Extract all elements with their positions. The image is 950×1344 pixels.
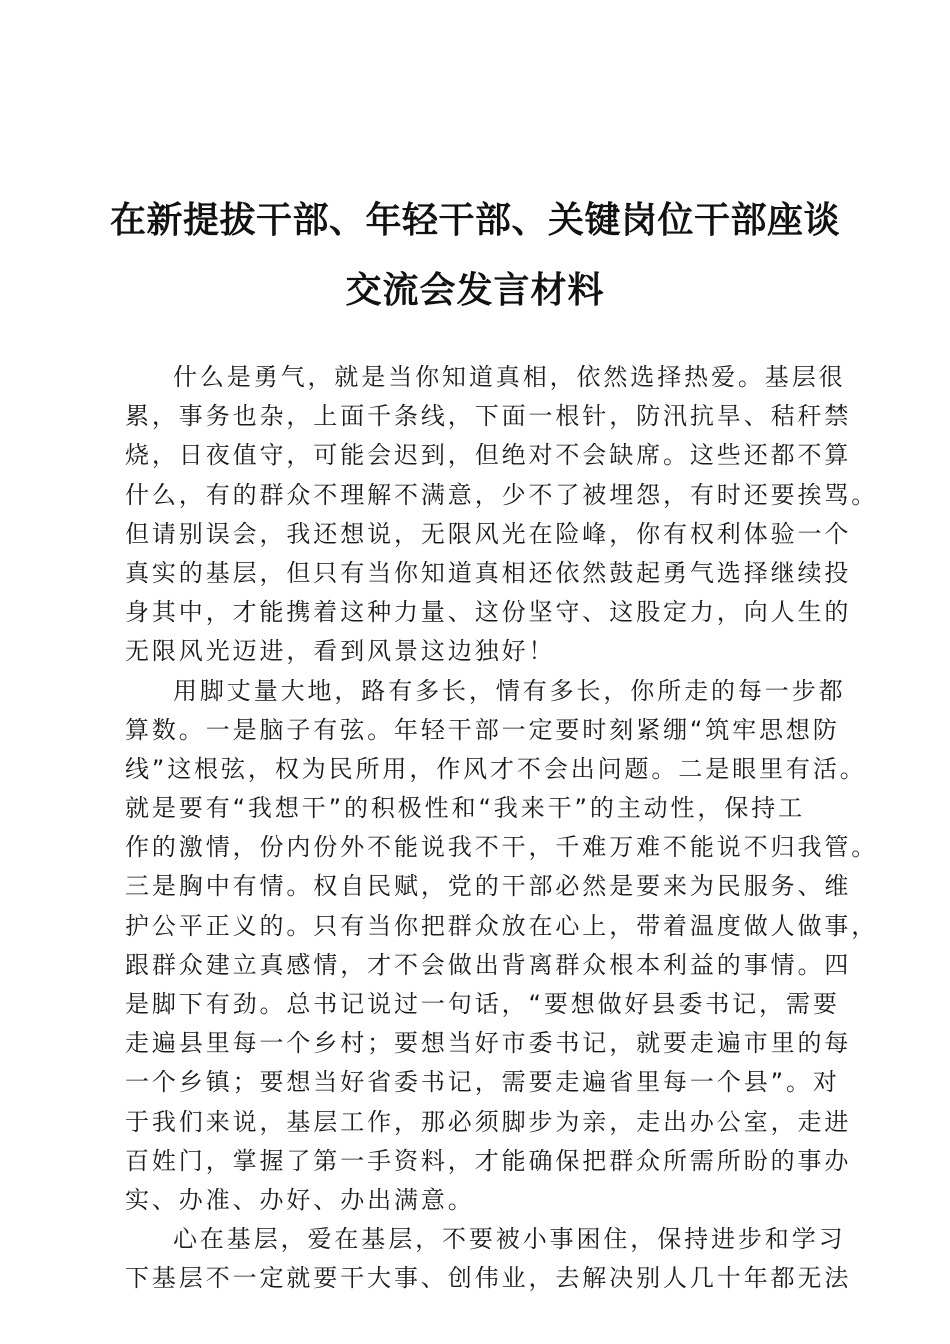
paragraph-line: 无限风光迈进，看到风景这边独好！ [125,637,556,666]
paragraph-line: 身其中，才能携着这种力量、这份坚守、这股定力，向人生的 [125,598,852,627]
paragraph-line: 用脚丈量大地，路有多长，情有多长，你所走的每一步都 [173,676,846,705]
paragraph-line: 但请别误会，我还想说，无限风光在险峰，你有权利体验一个 [125,519,852,548]
paragraph-line: 下基层不一定就要干大事、创伟业，去解决别人几十年都无法 [125,1264,852,1293]
paragraph-line: 线”这根弦，权为民所用，作风才不会出问题。二是眼里有活。 [125,754,867,783]
document-title-line-2: 交流会发言材料 [345,269,605,311]
paragraph-line: 三是胸中有情。权自民赋，党的干部必然是要来为民服务、维 [125,872,852,901]
paragraph-line: 是脚下有劲。总书记说过一句话，“要想做好县委书记，需要 [125,990,840,1018]
document-body [125,358,879,1299]
paragraph-line: 算数。一是脑子有弦。年轻干部一定要时刻紧绷“筑牢思想防 [125,715,840,744]
paragraph-line: 实、办准、办好、办出满意。 [125,1185,475,1214]
paragraph-line: 走遍县里每一个乡村；要想当好市委书记，就要走遍市里的每 [125,1029,852,1058]
paragraph-line: 作的激情，份内份外不能说我不干，千难万难不能说不归我管。 [125,833,879,862]
paragraph-line: 护公平正义的。只有当你把群众放在心上，带着温度做人做事， [125,911,879,940]
paragraph-line: 百姓门，掌握了第一手资料，才能确保把群众所需所盼的事办 [125,1146,852,1175]
paragraph-line: 就是要有“我想干”的积极性和“我来干”的主动性，保持工 [125,794,806,823]
paragraph-line: 跟群众建立真感情，才不会做出背离群众根本利益的事情。四 [125,950,852,979]
paragraph-line: 什么是勇气，就是当你知道真相，依然选择热爱。基层很 [173,363,846,391]
paragraph-line: 真实的基层，但只有当你知道真相还依然鼓起勇气选择继续投 [125,558,852,587]
paragraph-line: 烧，日夜值守，可能会迟到，但绝对不会缺席。这些还都不算 [125,441,852,470]
paragraph-line: 什么，有的群众不理解不满意，少不了被埋怨，有时还要挨骂。 [125,480,879,509]
document-title-line-1: 在新提拔干部、年轻干部、关键岗位干部座谈 [110,199,841,241]
paragraph-line: 于我们来说，基层工作，那必须脚步为亲，走出办公室，走进 [125,1107,852,1136]
paragraph-line: 心在基层，爱在基层，不要被小事困住，保持进步和学习 [173,1225,846,1254]
paragraph-line: 累，事务也杂，上面千条线，下面一根针，防汛抗旱、秸秆禁 [125,402,852,431]
paragraph-line: 一个乡镇；要想当好省委书记，需要走遍省里每一个县”。对 [125,1068,840,1097]
